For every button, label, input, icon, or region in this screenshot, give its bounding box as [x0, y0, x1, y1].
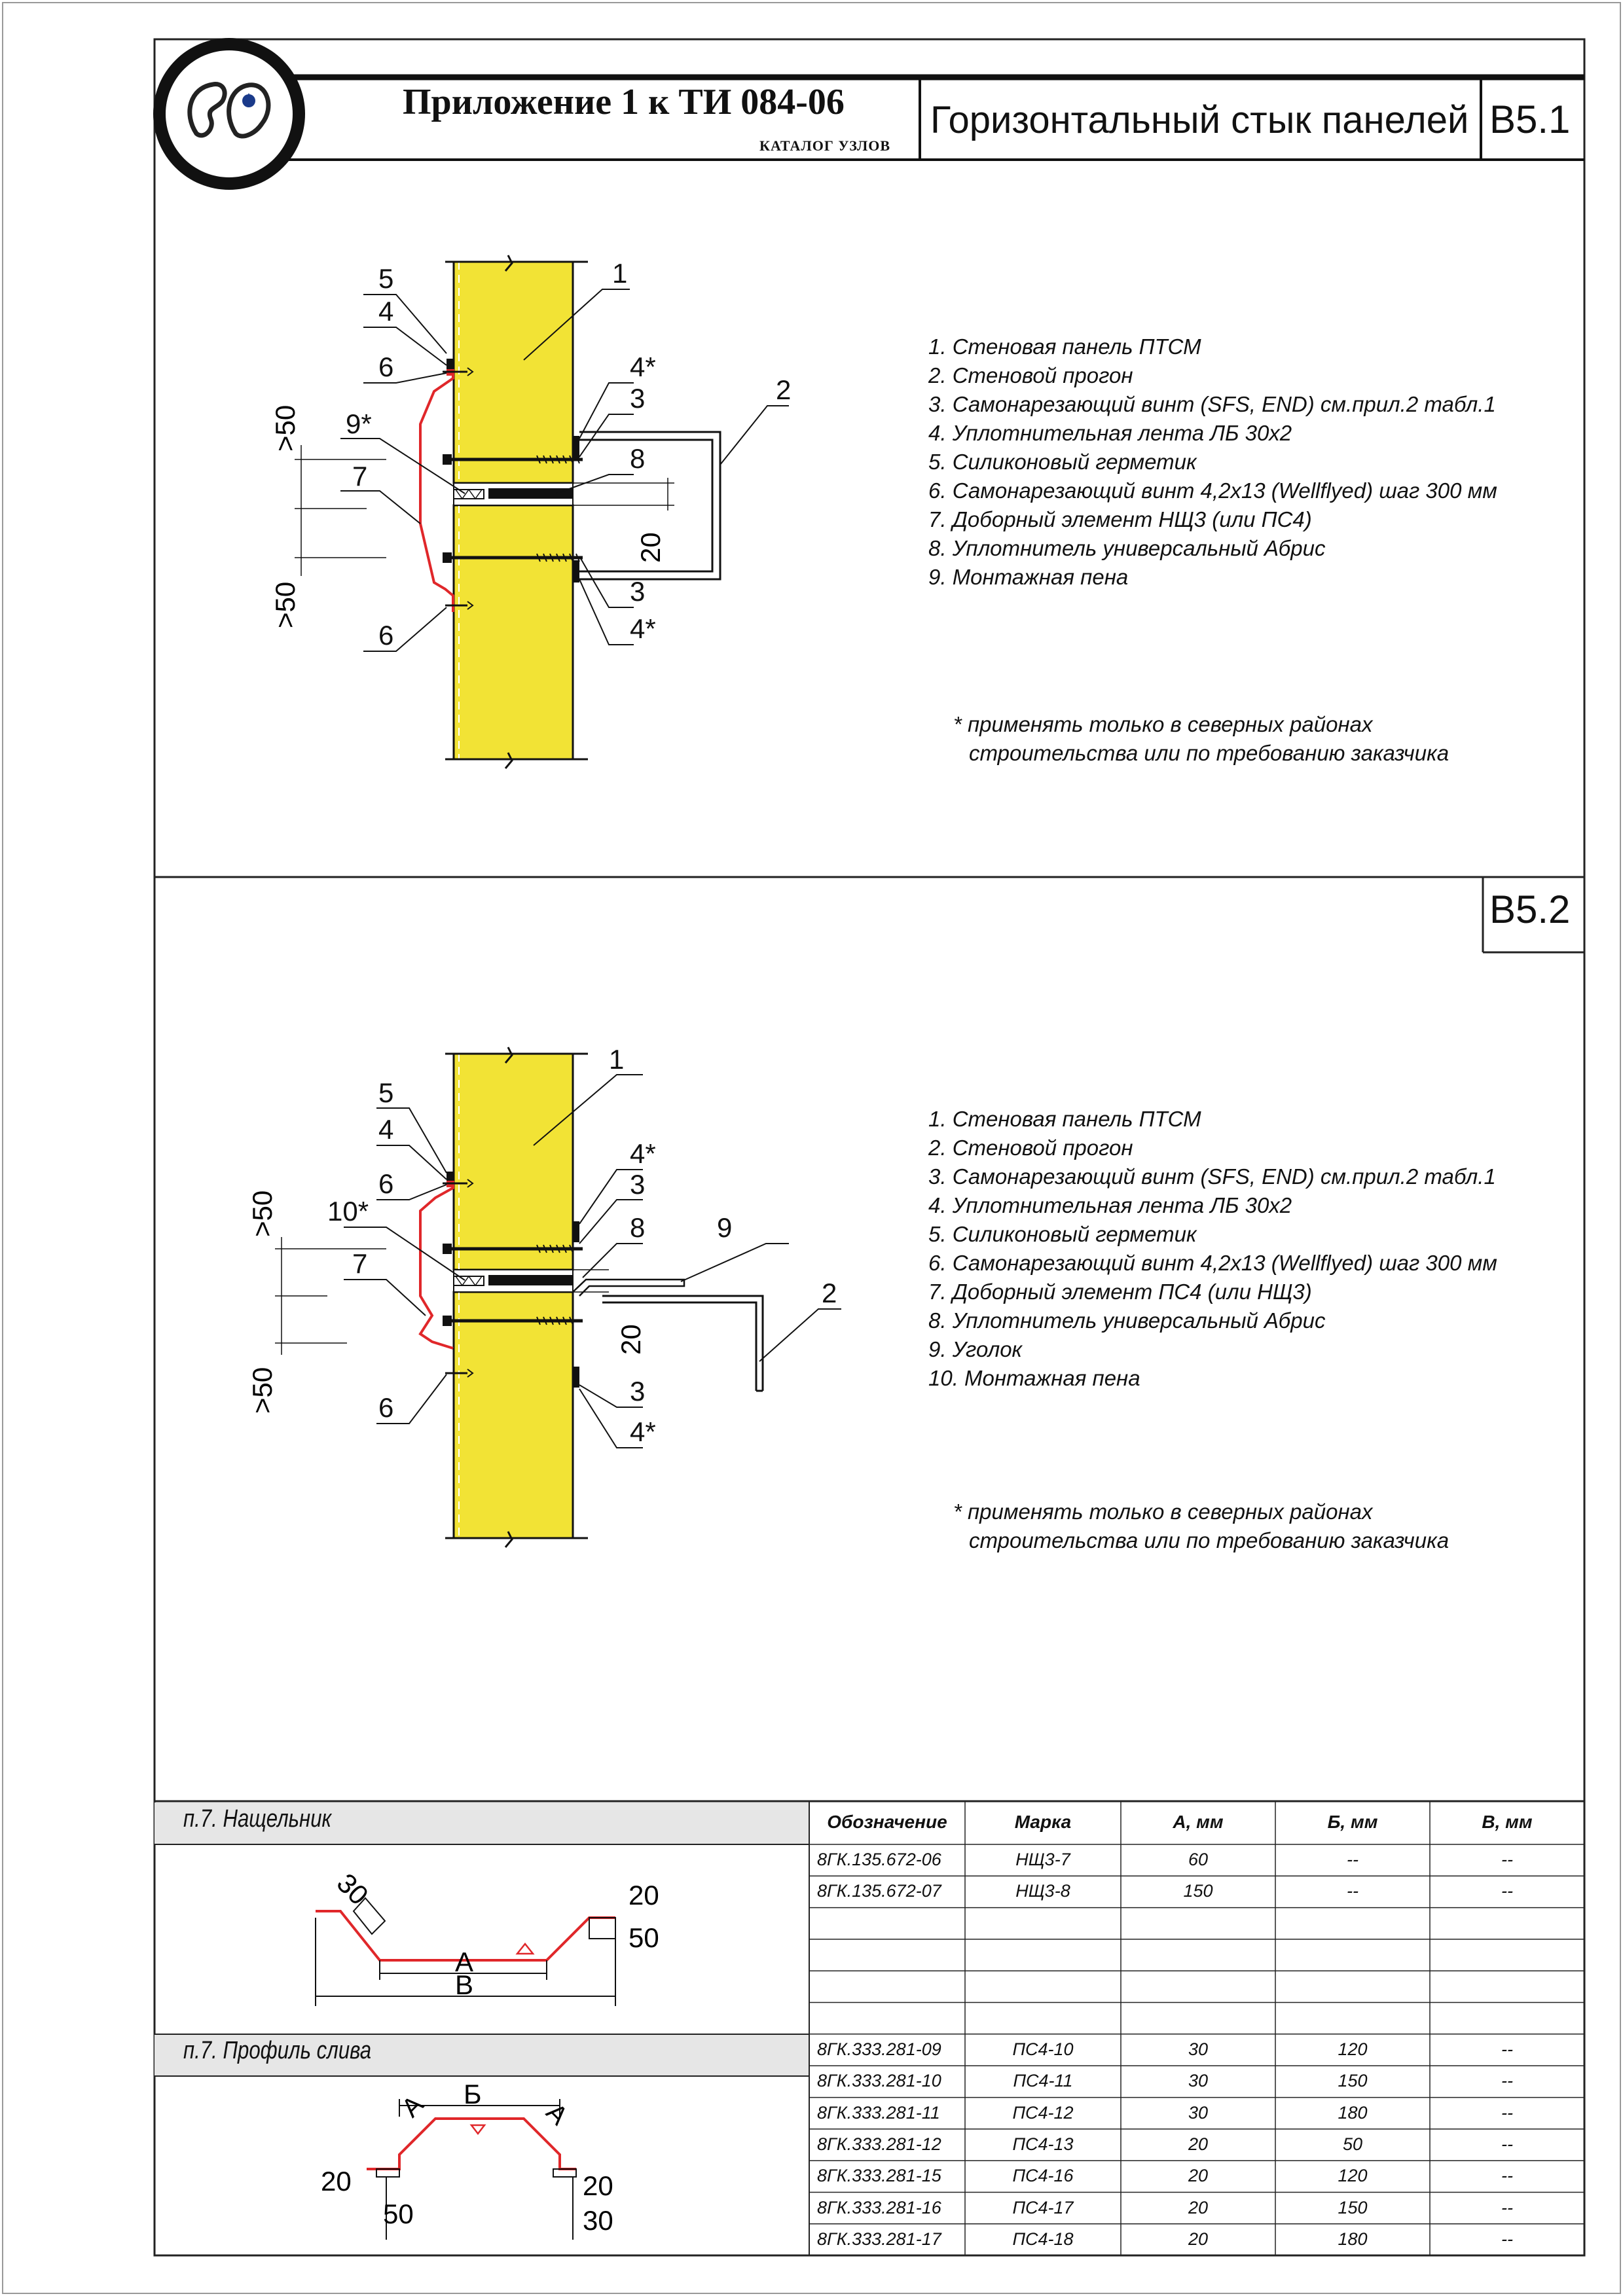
- callout-7-b52: 7: [352, 1248, 368, 1279]
- table-cell: --: [1501, 2071, 1513, 2091]
- table-cell: ПС4-18: [1012, 2229, 1074, 2249]
- note-line: * применять только в северных районах: [953, 1499, 1373, 1524]
- table-cell: 30: [1188, 2071, 1209, 2091]
- callout-4star-top-b52: 4*: [630, 1138, 656, 1169]
- table-cell: 150: [1338, 2071, 1368, 2091]
- callout-4-b52: 4: [378, 1114, 394, 1145]
- table-cell: --: [1501, 1881, 1513, 1901]
- legend-item: 1. Стеновая панель ПТСМ: [928, 334, 1201, 359]
- table-cell: --: [1501, 2197, 1513, 2217]
- table-cell: 30: [1188, 2102, 1209, 2123]
- legend-item: 6. Самонарезающий винт 4,2х13 (Wellflyed) шаг 300 мм: [928, 1251, 1497, 1275]
- callout-6-top-b51: 6: [378, 351, 394, 382]
- callout-6-top-b52: 6: [378, 1168, 394, 1199]
- table-cell: 8ГК.333.281-11: [817, 2102, 940, 2123]
- label-20-right: 20: [583, 2170, 613, 2201]
- legend-item: 3. Самонарезающий винт (SFS, END) см.прил.2 табл.1: [928, 392, 1496, 416]
- table-cell: 8ГК.135.672-06: [817, 1850, 941, 1869]
- col-header: Марка: [1014, 1812, 1072, 1832]
- callout-6-bottom-b51: 6: [378, 620, 394, 651]
- table-cell: 180: [1338, 2102, 1368, 2123]
- label-50: 50: [629, 1922, 659, 1953]
- section-heading-drip: п.7. Профиль слива: [183, 2037, 372, 2064]
- label-30-right: 30: [583, 2205, 613, 2236]
- table-cell: НЩ3-7: [1015, 1850, 1070, 1869]
- callout-8-b51: 8: [630, 443, 646, 474]
- callout-4-b51: 4: [378, 296, 394, 327]
- legend-item: 2. Стеновой прогон: [928, 363, 1133, 387]
- callout-4star-top-b51: 4*: [630, 351, 656, 382]
- table-cell: 120: [1338, 2039, 1368, 2059]
- callout-3-top-b52: 3: [630, 1169, 646, 1200]
- legend-item: 4. Уплотнительная лента ЛБ 30х2: [928, 1193, 1292, 1217]
- callout-1-b52: 1: [609, 1044, 625, 1075]
- table-cell: 8ГК.333.281-15: [817, 2166, 941, 2186]
- legend-item: 7. Доборный элемент НЩ3 (или ПС4): [928, 507, 1312, 531]
- sheet-title: Горизонтальный стык панелей: [930, 99, 1469, 141]
- label-30: 30: [331, 1867, 374, 1911]
- table-cell: --: [1501, 2229, 1513, 2249]
- note-line: строительства или по требованию заказчика: [969, 1528, 1450, 1552]
- callout-5-b52: 5: [378, 1077, 394, 1108]
- callout-2-b52: 2: [822, 1278, 837, 1308]
- legend-item: 3. Самонарезающий винт (SFS, END) см.прил.2 табл.1: [928, 1164, 1496, 1189]
- table-cell: ПС4-16: [1012, 2166, 1074, 2186]
- dim-over-50-bottom-b52: >50: [247, 1367, 278, 1414]
- profile-drip-sketch: [314, 2076, 668, 2254]
- table-cell: НЩ3-8: [1015, 1881, 1070, 1901]
- catalog-subtitle: КАТАЛОГ УЗЛОВ: [759, 137, 891, 154]
- col-header: В, мм: [1482, 1812, 1533, 1832]
- table-cell: 20: [1188, 2229, 1209, 2249]
- table-cell: 8ГК.135.672-07: [817, 1881, 941, 1901]
- legend-item: 7. Доборный элемент ПС4 (или НЩ3): [928, 1280, 1312, 1304]
- col-header: Обозначение: [827, 1812, 947, 1832]
- legend-item: 6. Самонарезающий винт 4,2х13 (Wellflyed) шаг 300 мм: [928, 478, 1497, 503]
- table-cell: 50: [1342, 2134, 1363, 2154]
- col-header: Б, мм: [1327, 1812, 1378, 1832]
- table-cell: 20: [1188, 2134, 1209, 2154]
- table-cell: 8ГК.333.281-17: [817, 2229, 941, 2249]
- dim-over-50-bottom-b51: >50: [270, 581, 301, 628]
- table-cell: 180: [1338, 2229, 1368, 2249]
- table-cell: --: [1501, 2102, 1513, 2123]
- legend-item: 10. Монтажная пена: [928, 1366, 1140, 1390]
- callout-3-bottom-b51: 3: [630, 576, 646, 607]
- callout-4star-bottom-b52: 4*: [630, 1416, 656, 1447]
- callout-2-b51: 2: [776, 374, 792, 405]
- callout-9-b52: 9: [717, 1212, 733, 1243]
- col-header: А, мм: [1173, 1812, 1224, 1832]
- callout-3-bottom-b52: 3: [630, 1376, 646, 1407]
- table-cell: ПС4-12: [1012, 2102, 1074, 2123]
- callout-10-b52: 10*: [327, 1196, 369, 1227]
- node-code-b52: В5.2: [1489, 888, 1571, 931]
- callout-1-b51: 1: [612, 258, 628, 289]
- dim-20-b52: 20: [615, 1324, 646, 1355]
- profile-batten-sketch: [301, 1846, 668, 2032]
- legend-item: 2. Стеновой прогон: [928, 1136, 1133, 1160]
- table-cell: 8ГК.333.281-09: [817, 2039, 941, 2059]
- label-20-left: 20: [321, 2166, 352, 2197]
- dim-20-b51: 20: [635, 532, 666, 563]
- callout-8-b52: 8: [630, 1212, 646, 1243]
- label-50-left: 50: [383, 2198, 414, 2229]
- legend-item: 8. Уплотнитель универсальный Абрис: [928, 1308, 1326, 1333]
- table-cell: --: [1347, 1850, 1359, 1869]
- table-cell: --: [1501, 1850, 1513, 1869]
- legend-item: 4. Уплотнительная лента ЛБ 30х2: [928, 421, 1292, 445]
- table-cell: 8ГК.333.281-12: [817, 2134, 941, 2154]
- table-cell: 20: [1188, 2197, 1209, 2217]
- label-v: В: [455, 1969, 474, 2000]
- section-heading-batten: п.7. Нащельник: [183, 1805, 332, 1833]
- table-cell: --: [1501, 2134, 1513, 2154]
- label-20: 20: [629, 1880, 659, 1910]
- note-line: * применять только в северных районах: [953, 712, 1373, 736]
- label-a: А: [455, 1946, 474, 1977]
- legend-item: 8. Уплотнитель универсальный Абрис: [928, 536, 1326, 560]
- appendix-title: Приложение 1 к ТИ 084-06: [403, 82, 845, 122]
- legend-item: 1. Стеновая панель ПТСМ: [928, 1107, 1201, 1131]
- table-cell: --: [1501, 2039, 1513, 2059]
- legend-item: 9. Уголок: [928, 1337, 1023, 1361]
- table-cell: 30: [1188, 2039, 1209, 2059]
- dim-over-50-top-b52: >50: [247, 1190, 278, 1237]
- legend-item: 5. Силиконовый герметик: [928, 1222, 1197, 1246]
- table-cell: 60: [1188, 1850, 1209, 1869]
- table-cell: --: [1347, 1881, 1359, 1901]
- callout-5-b51: 5: [378, 263, 394, 294]
- table-cell: ПС4-10: [1012, 2039, 1074, 2059]
- label-a-left: А: [396, 2090, 429, 2123]
- table-cell: 20: [1188, 2166, 1209, 2186]
- table-cell: 150: [1183, 1881, 1213, 1901]
- label-b: Б: [464, 2079, 482, 2109]
- table-cell: 8ГК.333.281-16: [817, 2197, 941, 2217]
- dim-over-50-top-b51: >50: [270, 404, 301, 452]
- spec-table-body: [809, 0, 1584, 2296]
- callout-3-top-b51: 3: [630, 383, 646, 414]
- table-cell: ПС4-11: [1013, 2071, 1073, 2091]
- legend-item: 9. Монтажная пена: [928, 565, 1129, 589]
- table-cell: ПС4-17: [1012, 2197, 1074, 2217]
- note-line: строительства или по требованию заказчика: [969, 741, 1450, 765]
- table-cell: 120: [1338, 2166, 1368, 2186]
- callout-4star-bottom-b51: 4*: [630, 613, 656, 644]
- table-cell: ПС4-13: [1012, 2134, 1074, 2154]
- legend-item: 5. Силиконовый герметик: [928, 450, 1197, 474]
- callout-9-b51: 9*: [346, 408, 372, 439]
- callout-6-bottom-b52: 6: [378, 1392, 394, 1423]
- table-cell: 150: [1338, 2197, 1368, 2217]
- callout-7-b51: 7: [352, 461, 368, 492]
- node-code-b51: В5.1: [1489, 98, 1571, 141]
- table-cell: --: [1501, 2166, 1513, 2186]
- label-a-right: А: [540, 2098, 574, 2131]
- table-cell: 8ГК.333.281-10: [817, 2071, 941, 2091]
